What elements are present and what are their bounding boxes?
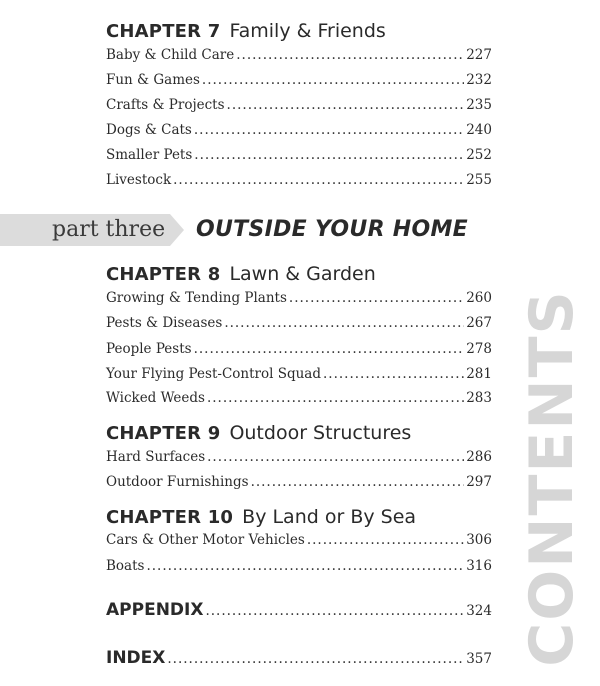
toc-entry-crafts-projects[interactable]: [106, 95, 492, 115]
index-page: 357: [466, 651, 492, 667]
toc-entry-flying-pest-control[interactable]: [106, 364, 492, 384]
toc-entry-page: 286: [466, 449, 492, 465]
toc-entry-page: 267: [466, 315, 492, 331]
toc-entry-title: Pests & Diseases: [106, 315, 223, 331]
toc-entry-page: 316: [466, 558, 492, 574]
leader-dots: [202, 70, 464, 90]
toc-entry-people-pests[interactable]: [106, 339, 492, 359]
toc-entry-title: Crafts & Projects: [106, 97, 225, 113]
leader-dots: [323, 364, 464, 384]
part-label: part three: [52, 217, 166, 242]
toc-entry-baby-child-care[interactable]: [106, 45, 492, 65]
toc-entry-dogs-cats[interactable]: [106, 120, 492, 140]
leader-dots: [194, 120, 464, 140]
chapter-7-heading: [106, 19, 386, 44]
leader-dots: [205, 599, 464, 623]
toc-entry-wicked-weeds[interactable]: [106, 388, 492, 408]
toc-entry-title: Hard Surfaces: [106, 449, 206, 465]
contents-side-text: CONTENTS: [517, 289, 587, 667]
chapter-7-title: Family & Friends: [229, 20, 386, 42]
toc-entry-page: 255: [466, 172, 492, 188]
leader-dots: [307, 530, 464, 550]
index-title: INDEX: [106, 648, 166, 668]
toc-entry-page: 252: [466, 147, 492, 163]
toc-entry-title: Cars & Other Motor Vehicles: [106, 532, 305, 548]
leader-dots: [251, 472, 465, 492]
toc-entry-title: Boats: [106, 558, 145, 574]
leader-dots: [194, 339, 465, 359]
part-title: OUTSIDE YOUR HOME: [196, 217, 469, 242]
toc-entry-title: Baby & Child Care: [106, 47, 235, 63]
toc-entry-title: People Pests: [106, 341, 192, 357]
chapter-8-title: Lawn & Garden: [229, 263, 376, 285]
toc-entry-page: 281: [466, 366, 492, 382]
toc-entry-title: Your Flying Pest-Control Squad: [106, 366, 321, 382]
leader-dots: [194, 145, 464, 165]
chapter-7-number: CHAPTER 7: [106, 21, 221, 42]
chapter-8-number: CHAPTER 8: [106, 264, 221, 285]
leader-dots: [167, 647, 464, 671]
toc-entry-hard-surfaces[interactable]: [106, 447, 492, 467]
leader-dots: [236, 45, 464, 65]
toc-entry-fun-games[interactable]: [106, 70, 492, 90]
chapter-10-title: By Land or By Sea: [242, 506, 417, 528]
chapter-9-number: CHAPTER 9: [106, 423, 221, 444]
leader-dots: [207, 447, 464, 467]
toc-entry-title: Wicked Weeds: [106, 390, 205, 406]
toc-entry-title: Smaller Pets: [106, 147, 193, 163]
chapter-9-title: Outdoor Structures: [229, 422, 412, 444]
toc-entry-page: 283: [466, 390, 492, 406]
chapter-9-heading: [106, 421, 411, 446]
toc-entry-pests-diseases[interactable]: [106, 313, 492, 333]
leader-dots: [289, 288, 464, 308]
toc-entry-title: Fun & Games: [106, 72, 200, 88]
leader-dots: [173, 170, 464, 190]
toc-entry-cars-vehicles[interactable]: [106, 530, 492, 550]
toc-entry-title: Outdoor Furnishings: [106, 474, 249, 490]
toc-entry-growing-tending-plants[interactable]: [106, 288, 492, 308]
chapter-10-number: CHAPTER 10: [106, 507, 234, 528]
toc-entry-page: 306: [466, 532, 492, 548]
toc-entry-page: 297: [466, 474, 492, 490]
toc-entry-title: Dogs & Cats: [106, 122, 192, 138]
toc-entry-page: 227: [466, 47, 492, 63]
toc-entry-title: Livestock: [106, 172, 172, 188]
toc-entry-smaller-pets[interactable]: [106, 145, 492, 165]
toc-entry-page: 232: [466, 72, 492, 88]
toc-entry-outdoor-furnishings[interactable]: [106, 472, 492, 492]
toc-entry-page: 278: [466, 341, 492, 357]
toc-entry-boats[interactable]: [106, 556, 492, 576]
toc-entry-livestock[interactable]: [106, 170, 492, 190]
appendix-page: 324: [466, 603, 492, 619]
chapter-10-heading: [106, 505, 416, 530]
toc-entry-title: Growing & Tending Plants: [106, 290, 287, 306]
toc-entry-index[interactable]: [106, 646, 492, 670]
leader-dots: [224, 313, 464, 333]
chapter-8-heading: [106, 262, 376, 287]
leader-dots: [146, 556, 464, 576]
toc-entry-page: 260: [466, 290, 492, 306]
toc-entry-page: 240: [466, 122, 492, 138]
leader-dots: [207, 388, 464, 408]
toc-entry-page: 235: [466, 97, 492, 113]
appendix-title: APPENDIX: [106, 600, 204, 620]
leader-dots: [227, 95, 465, 115]
toc-entry-appendix[interactable]: [106, 598, 492, 622]
